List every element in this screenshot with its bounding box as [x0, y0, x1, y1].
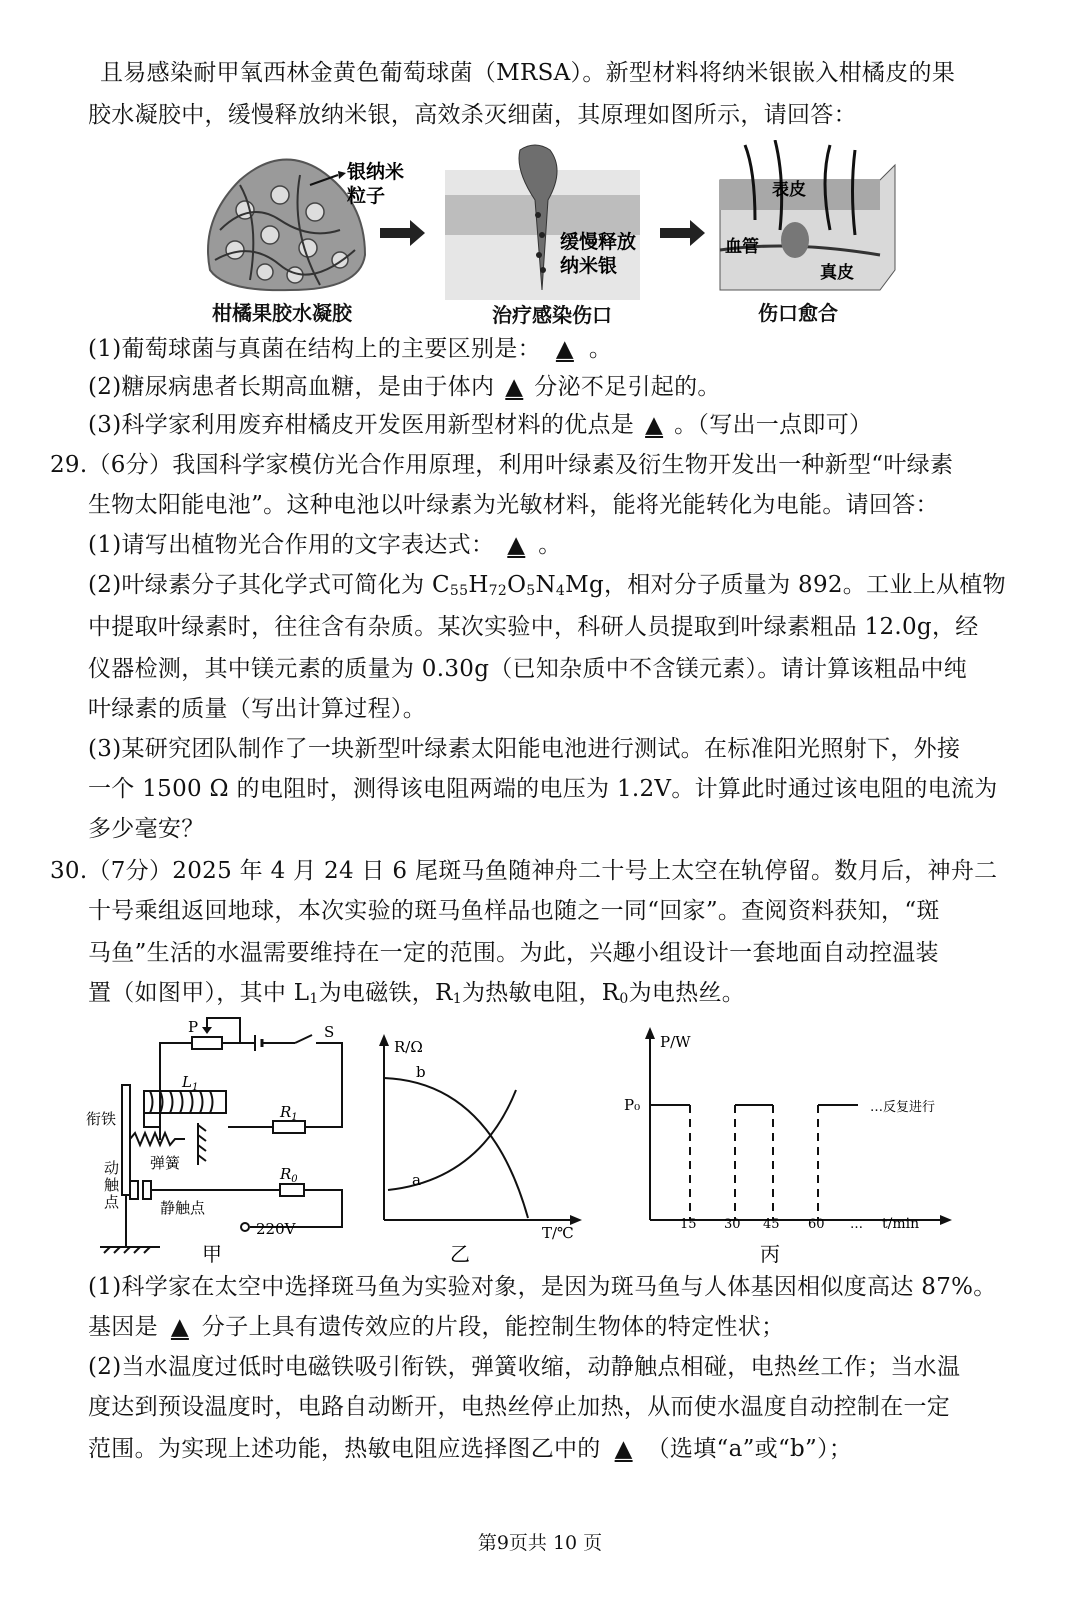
q30-stem-1: 30.（7分）2025 年 4 月 24 日 6 尾斑马鱼随神舟二十号上太空在轨停留。数月后，神舟二: [50, 858, 998, 884]
answer-blank[interactable]: ▲: [505, 374, 524, 400]
label-R1: $R_1$: [280, 1103, 298, 1123]
q30-stem-4: 置（如图甲），其中 $L_1$为电磁铁，$R_1$为热敏电阻，$R_0$为电热丝。: [88, 980, 746, 1007]
heating-wire-icon: [280, 1184, 304, 1196]
y-label: P/W: [660, 1033, 691, 1051]
repeat-annotation: …反复进行: [870, 1100, 936, 1115]
label-S: S: [324, 1023, 335, 1041]
caption-heal: 伤口愈合: [758, 301, 838, 325]
resistance-temperature-graph: [370, 1030, 595, 1275]
answer-blank[interactable]: ▲: [645, 412, 664, 438]
arrow-right-icon: [380, 220, 425, 246]
p0-label: P₀: [624, 1096, 641, 1114]
curve-a-label: a: [412, 1171, 421, 1189]
label-moving-3: 点: [104, 1193, 120, 1211]
blood-vessel-label: 血管: [725, 237, 759, 257]
answer-blank[interactable]: ▲: [614, 1436, 633, 1462]
q30-part-1-line-2: 基因是 ▲ 分子上具有遗传效应的片段，能控制生物体的特定性状；: [88, 1314, 785, 1340]
tick-ellipsis: …: [850, 1217, 863, 1232]
answer-blank[interactable]: ▲: [170, 1314, 189, 1340]
q29-part-2-line-3: 仪器检测，其中镁元素的质量为 0.30g（已知杂质中不含镁元素）。请计算该粗品中纯: [88, 656, 968, 682]
q30-stem-3: 马鱼”生活的水温需要维持在一定的范围。为此，兴趣小组设计一套地面自动控温装: [88, 940, 939, 966]
tick-45: 45: [763, 1217, 780, 1232]
intro-line-2: 胶水凝胶中，缓慢释放纳米银，高效杀灭细菌，其原理如图所示，请回答：: [88, 102, 857, 128]
x-label: T/℃: [542, 1224, 574, 1242]
electromagnet-icon: [144, 1091, 226, 1113]
tick-60: 60: [808, 1217, 825, 1232]
curve-b-label: b: [416, 1063, 426, 1081]
answer-blank[interactable]: ▲: [507, 532, 526, 558]
q29-part-3-line-3: 多少毫安？: [88, 816, 205, 842]
q30-stem-2: 十号乘组返回地球，本次实验的斑马鱼样品也随之一同“回家”。查阅资料获知，“斑: [88, 898, 940, 924]
q29-part-3-line-1: (3)某研究团队制作了一块新型叶绿素太阳能电池进行测试。在标准阳光照射下，外接: [88, 736, 961, 762]
curve-b: [384, 1078, 528, 1218]
caption-gel: 柑橘果胶水凝胶: [212, 301, 352, 325]
label-voltage: 220V: [256, 1220, 296, 1238]
q30-part-2-line-2: 度达到预设温度时，电路自动断开，电热丝停止加热，从而使水温度自动控制在一定: [88, 1394, 951, 1420]
q29-part-2-line-2: 中提取叶绿素时，往往含有杂质。某次实验中，科研人员提取到叶绿素粗品 12.0g，经: [88, 614, 979, 640]
caption-jia: 甲: [202, 1242, 222, 1266]
armature-icon: [122, 1085, 130, 1195]
circuit-diagram: [80, 1015, 370, 1275]
curve-a: [388, 1090, 516, 1190]
label-P: P: [188, 1018, 199, 1036]
q29-stem-2: 生物太阳能电池”。这种电池以叶绿素为光敏材料，能将光能转化为电能。请回答：: [88, 492, 939, 518]
spring-icon: [130, 1133, 185, 1145]
q28-part-1: (1)葡萄球菌与真菌在结构上的主要区别是： ▲ 。: [88, 336, 613, 362]
epidermis-label: 表皮: [772, 180, 806, 200]
healed-skin-icon: [720, 140, 895, 290]
label-moving-1: 动: [104, 1159, 120, 1177]
arrow-right-icon: [660, 220, 705, 246]
pectin-gel-icon: [208, 160, 365, 291]
intro-line-1: 且易感染耐甲氧西林金黄色葡萄球菌（MRSA）。新型材料将纳米银嵌入柑橘皮的果: [100, 60, 956, 86]
label-armature: 衔铁: [86, 1110, 117, 1128]
q29-part-3-line-2: 一个 1500 Ω 的电阻时，测得该电阻两端的电压为 1.2V。计算此时通过该电阻的电流为: [88, 776, 998, 802]
label-spring: 弹簧: [150, 1154, 181, 1172]
q29-part-2-line-4: 叶绿素的质量（写出计算过程）。: [88, 696, 426, 722]
nanoparticle-label-1: 银纳米: [347, 161, 405, 183]
rheostat-icon: [192, 1037, 222, 1049]
label-L1: $L_1$: [182, 1073, 199, 1093]
switch-icon: [295, 1035, 312, 1043]
release-label-1: 缓慢释放: [560, 231, 637, 253]
release-label-2: 纳米银: [560, 255, 618, 277]
caption-yi: 乙: [450, 1242, 470, 1266]
power-time-graph: [620, 1025, 960, 1275]
caption-wound: 治疗感染伤口: [492, 303, 612, 327]
label-R0: $R_0$: [280, 1165, 298, 1185]
y-label: R/Ω: [394, 1038, 423, 1056]
thermistor-icon: [273, 1121, 305, 1133]
q29-part-1: (1)请写出植物光合作用的文字表达式： ▲ 。: [88, 532, 562, 558]
label-moving-2: 触: [104, 1176, 120, 1194]
answer-blank[interactable]: ▲: [555, 336, 574, 362]
q30-part-2-line-3: 范围。为实现上述功能，热敏电阻应选择图乙中的 ▲ （选填“a”或“b”）；: [88, 1436, 853, 1462]
q29-part-2-line-1: (2)叶绿素分子其化学式可简化为 $C_{55}H_{72}O_5N_4Mg$，相对分子质量为 892。工业上从植物: [88, 572, 1006, 599]
tick-30: 30: [724, 1217, 741, 1232]
q28-part-3: (3)科学家利用废弃柑橘皮开发医用新型材料的优点是 ▲ 。（写出一点即可）: [88, 412, 873, 438]
tick-15: 15: [680, 1217, 697, 1232]
q30-part-1-line-1: (1)科学家在太空中选择斑马鱼为实验对象，是因为斑马鱼与人体基因相似度高达 87%。: [88, 1274, 997, 1300]
label-static-contact: 静触点: [160, 1199, 206, 1217]
x-label: t/min: [882, 1216, 920, 1232]
q28-part-2: (2)糖尿病患者长期高血糖，是由于体内 ▲ 分泌不足引起的。: [88, 374, 721, 400]
caption-bing: 丙: [760, 1242, 780, 1266]
q29-stem-1: 29.（6分）我国科学家模仿光合作用原理，利用叶绿素及衍生物开发出一种新型“叶绿素: [50, 452, 954, 478]
dermis-label: 真皮: [820, 263, 854, 283]
page-footer: 第9页共 10 页: [477, 1532, 603, 1554]
nanoparticle-label-2: 粒子: [347, 185, 386, 207]
q30-part-2-line-1: (2)当水温度过低时电磁铁吸引衔铁，弹簧收缩，动静触点相碰，电热丝工作；当水温: [88, 1354, 961, 1380]
